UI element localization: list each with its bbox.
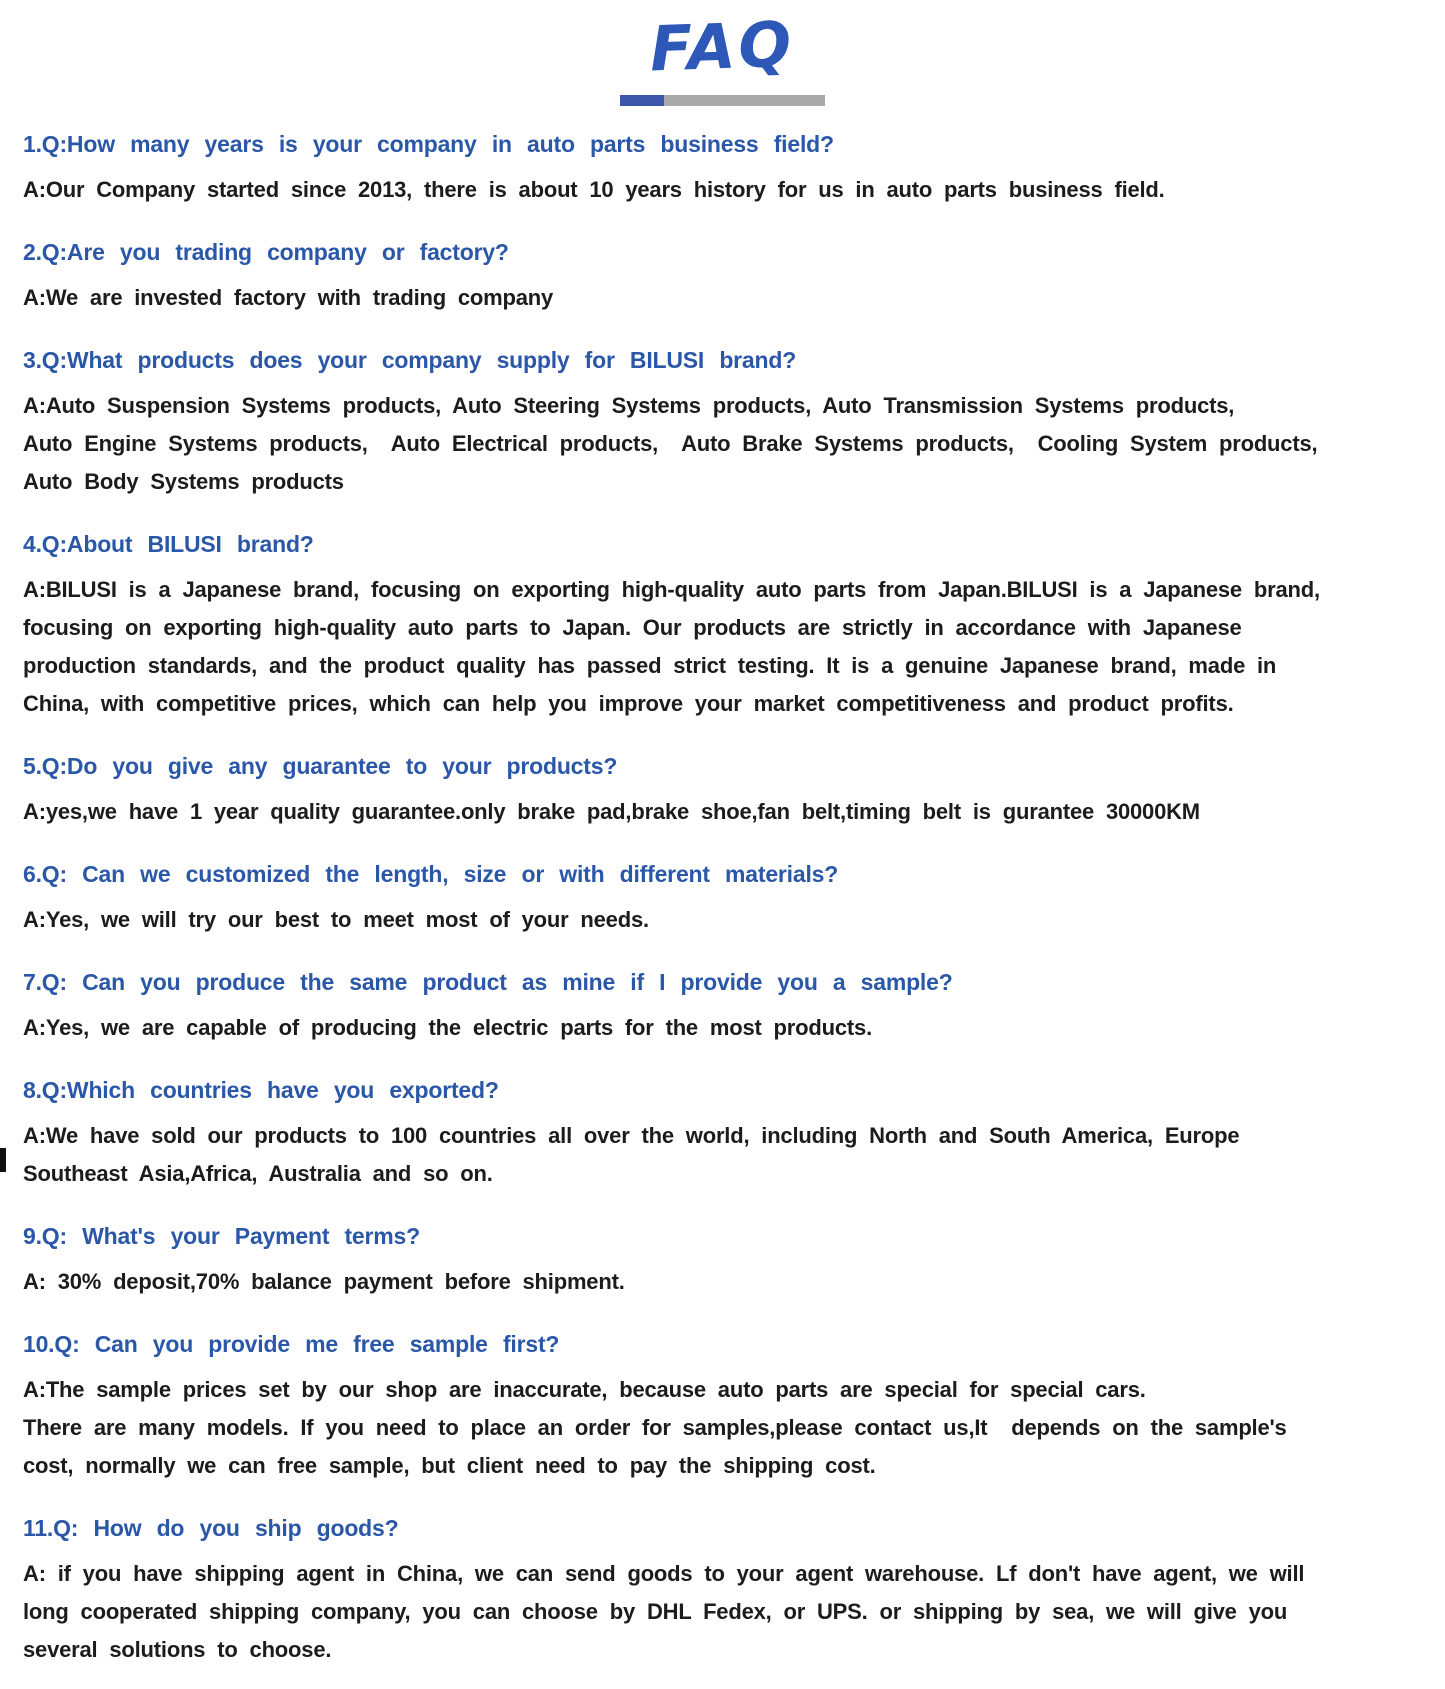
answer-line: There are many models. If you need to place an order for samples,please contact us,It depends on the sample's (23, 1415, 1287, 1440)
answer-line: several solutions to choose. (23, 1637, 332, 1662)
answer-line: A:The sample prices set by our shop are inaccurate, because auto parts are special for special cars. (23, 1377, 1146, 1402)
page-title: FAQ (649, 7, 796, 86)
question-9: 9.Q: What's your Payment terms? (23, 1223, 420, 1249)
answer-8 (23, 1117, 1431, 1193)
answer-line: A:Yes, we are capable of producing the electric parts for the most products. (23, 1015, 872, 1040)
answer-2 (23, 279, 1431, 317)
answer-line: A: if you have shipping agent in China, we can send goods to your agent warehouse. Lf don't have agent, we will (23, 1561, 1305, 1586)
question-7: 7.Q: Can you produce the same product as mine if I provide you a sample? (23, 969, 953, 995)
faq-item-6 (23, 860, 1431, 939)
answer-line: production standards, and the product quality has passed strict testing. It is a genuine Japanese brand, made in (23, 653, 1277, 678)
page-header (0, 6, 1445, 106)
answer-line: A:We are invested factory with trading company (23, 285, 554, 310)
faq-item-2 (23, 238, 1431, 317)
answer-11 (23, 1555, 1431, 1669)
faq-list (0, 106, 1445, 1669)
divider-gray-segment (664, 95, 825, 106)
faq-item-3 (23, 346, 1431, 501)
faq-item-5 (23, 752, 1431, 831)
answer-3 (23, 387, 1431, 501)
answer-4 (23, 571, 1431, 723)
answer-line: A:Our Company started since 2013, there is about 10 years history for us in auto parts business field. (23, 177, 1165, 202)
answer-line: A:yes,we have 1 year quality guarantee.only brake pad,brake shoe,fan belt,timing belt is gurantee 30000KM (23, 799, 1200, 824)
answer-line: focusing on exporting high-quality auto parts to Japan. Our products are strictly in accordance with Japanese (23, 615, 1242, 640)
faq-item-9 (23, 1222, 1431, 1301)
question-2: 2.Q:Are you trading company or factory? (23, 239, 509, 265)
answer-line: A:Auto Suspension Systems products, Auto Steering Systems products, Auto Transmission Systems products, (23, 393, 1235, 418)
answer-7 (23, 1009, 1431, 1047)
answer-line: Southeast Asia,Africa, Australia and so on. (23, 1161, 493, 1186)
answer-6 (23, 901, 1431, 939)
question-5: 5.Q:Do you give any guarantee to your products? (23, 753, 618, 779)
question-3: 3.Q:What products does your company supply for BILUSI brand? (23, 347, 797, 373)
answer-line: A: 30% deposit,70% balance payment before shipment. (23, 1269, 625, 1294)
title-divider (620, 95, 825, 106)
question-8: 8.Q:Which countries have you exported? (23, 1077, 499, 1103)
answer-1 (23, 171, 1431, 209)
faq-item-10 (23, 1330, 1431, 1485)
answer-line: Auto Body Systems products (23, 469, 344, 494)
answer-line: long cooperated shipping company, you can choose by DHL Fedex, or UPS. or shipping by sea, we will give you (23, 1599, 1288, 1624)
answer-line: A:We have sold our products to 100 countries all over the world, including North and South America, Europe (23, 1123, 1240, 1148)
answer-line: cost, normally we can free sample, but client need to pay the shipping cost. (23, 1453, 876, 1478)
question-1: 1.Q:How many years is your company in auto parts business field? (23, 131, 834, 157)
answer-5 (23, 793, 1431, 831)
answer-line: A:Yes, we will try our best to meet most of your needs. (23, 907, 649, 932)
question-4: 4.Q:About BILUSI brand? (23, 531, 314, 557)
answer-line: China, with competitive prices, which can help you improve your market competitiveness and product profits. (23, 691, 1234, 716)
faq-item-1 (23, 130, 1431, 209)
answer-line: A:BILUSI is a Japanese brand, focusing on exporting high-quality auto parts from Japan.BILUSI is a Japanese brand, (23, 577, 1320, 602)
divider-blue-segment (620, 95, 664, 106)
faq-item-4 (23, 530, 1431, 723)
answer-10 (23, 1371, 1431, 1485)
edge-artifact (0, 1148, 6, 1172)
answer-9 (23, 1263, 1431, 1301)
question-11: 11.Q: How do you ship goods? (23, 1515, 399, 1541)
question-10: 10.Q: Can you provide me free sample first? (23, 1331, 560, 1357)
answer-line: Auto Engine Systems products, Auto Electrical products, Auto Brake Systems products, Cooling System products, (23, 431, 1318, 456)
faq-item-7 (23, 968, 1431, 1047)
faq-item-8 (23, 1076, 1431, 1193)
question-6: 6.Q: Can we customized the length, size or with different materials? (23, 861, 839, 887)
faq-item-11 (23, 1514, 1431, 1669)
